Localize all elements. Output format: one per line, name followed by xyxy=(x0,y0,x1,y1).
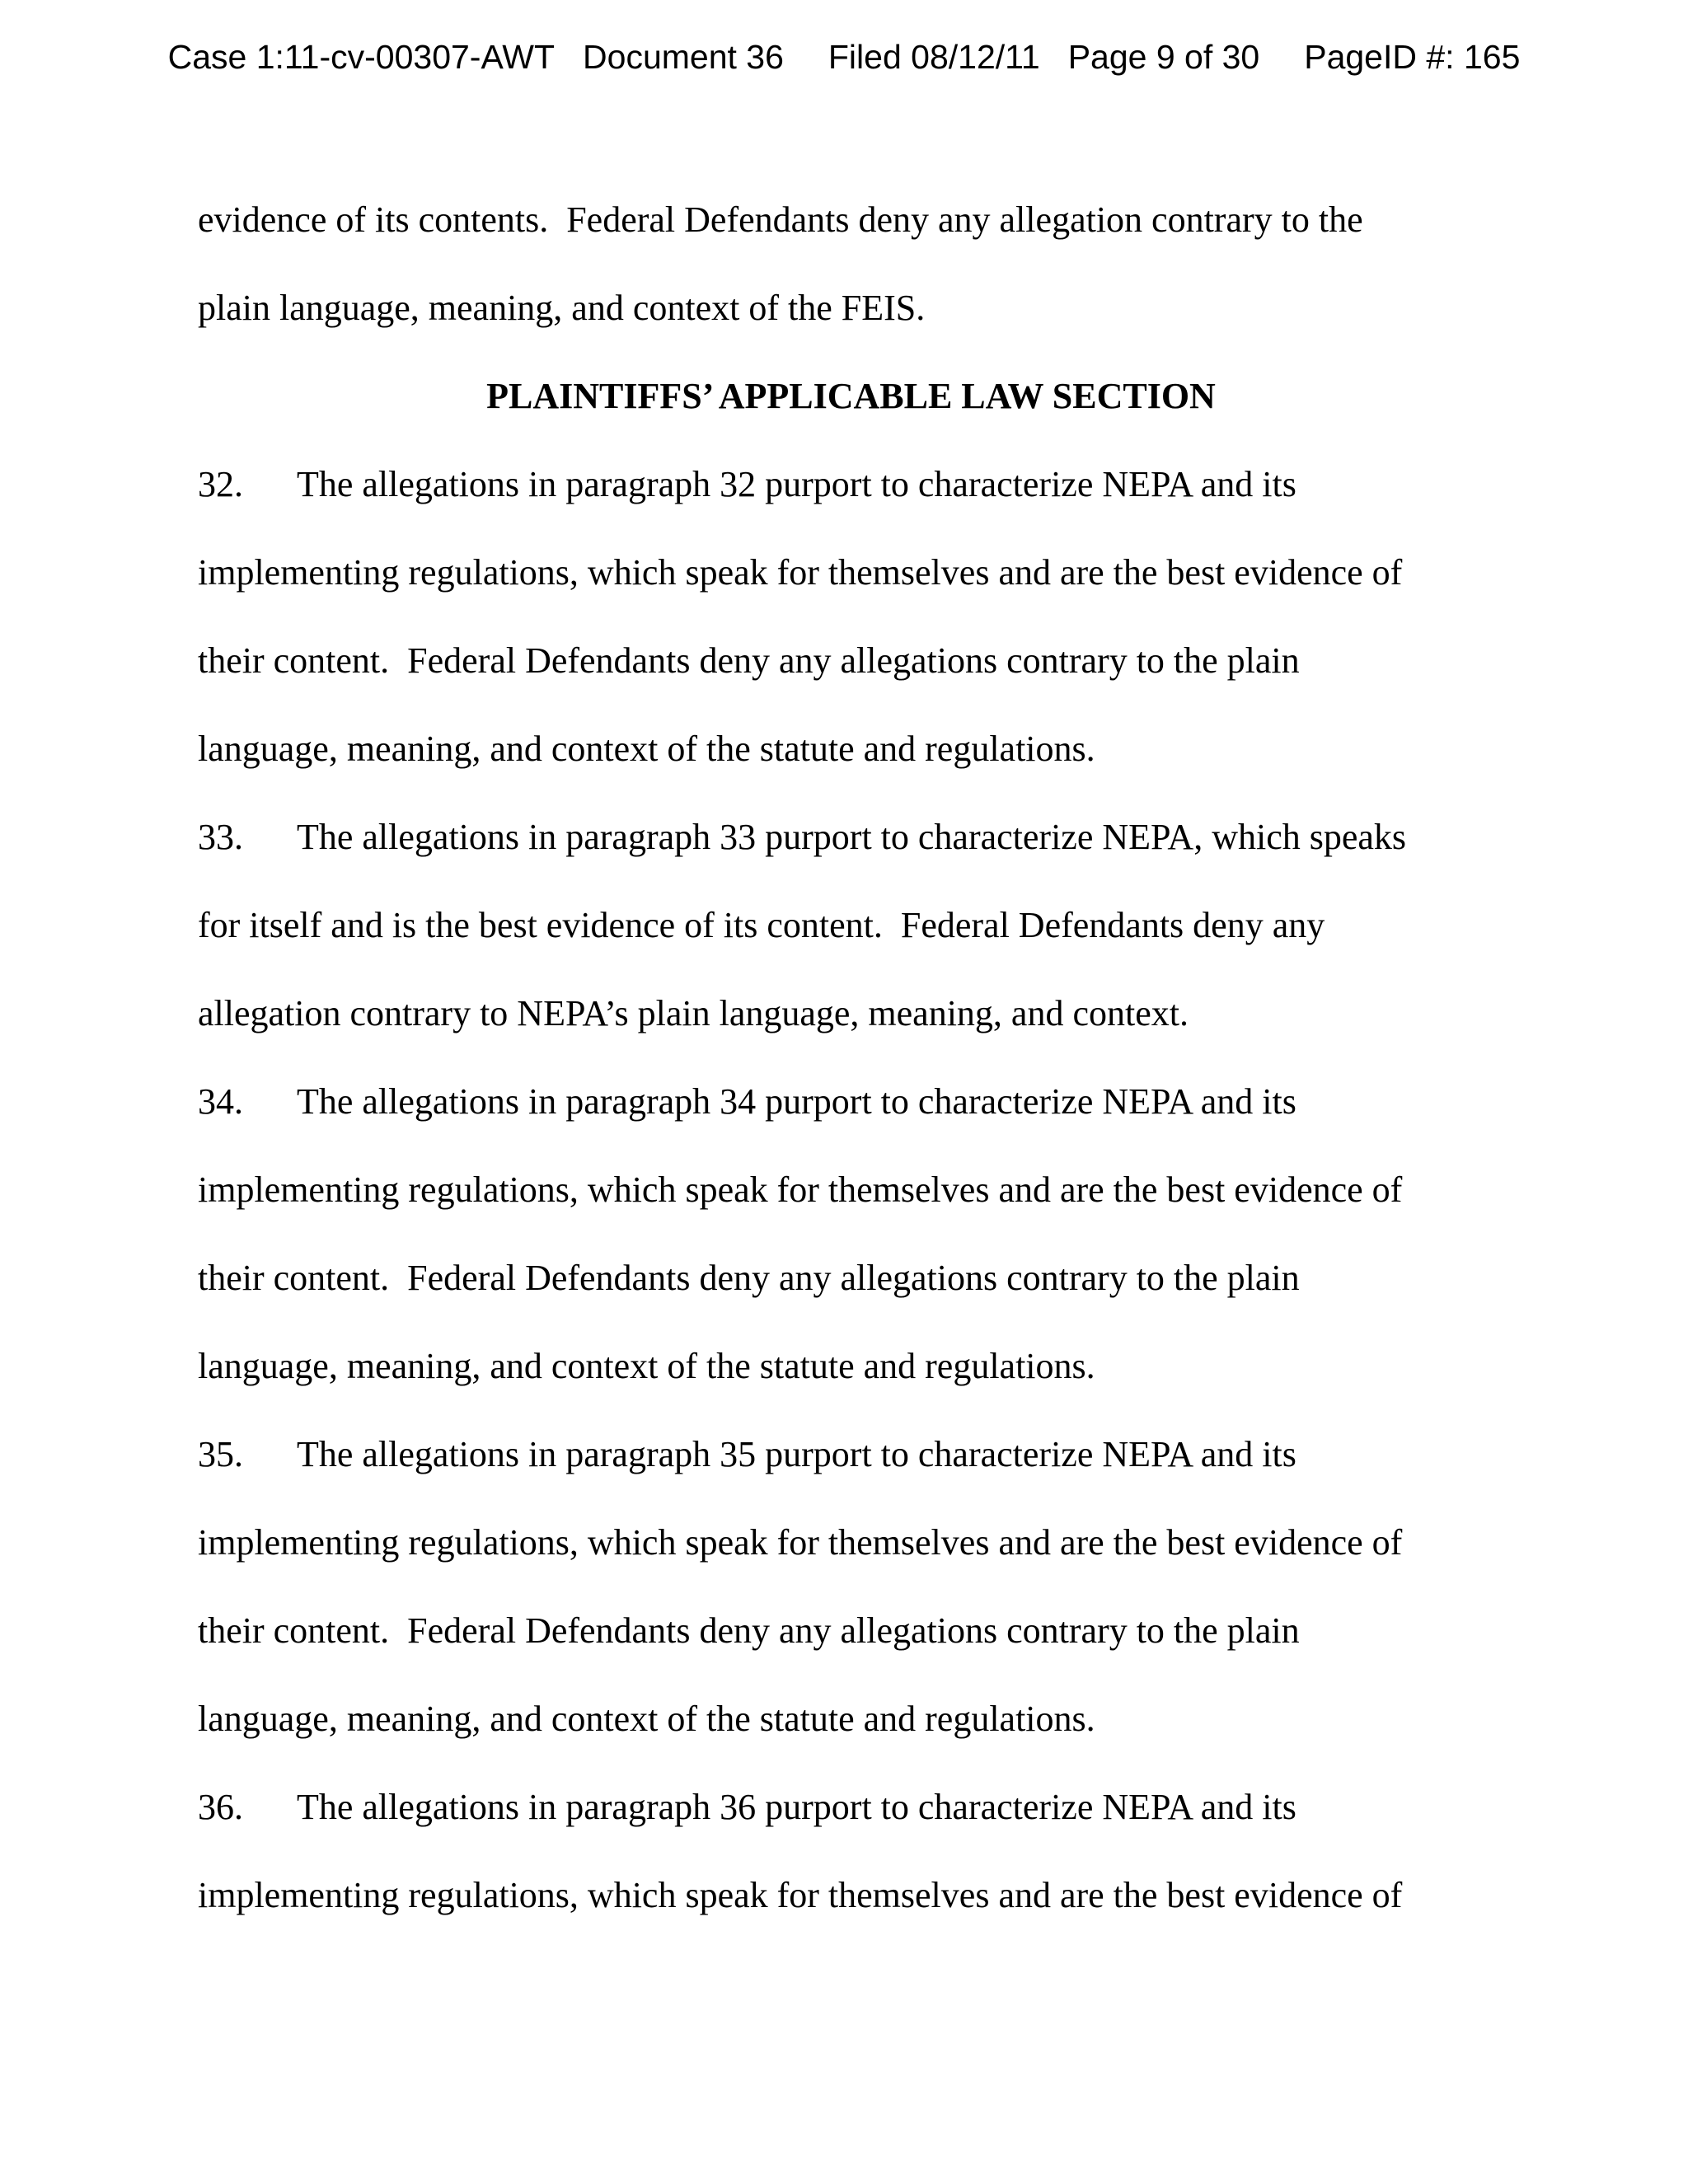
paragraph-text: The allegations in paragraph 32 purport to characterize NEPA and its xyxy=(297,464,1296,504)
continuation-line: evidence of its contents. Federal Defendants deny any allegation contrary to the xyxy=(198,199,1363,240)
continuation-line: plain language, meaning, and context of the FEIS. xyxy=(198,288,926,328)
paragraph-text: The allegations in paragraph 33 purport to characterize NEPA, which speaks xyxy=(297,817,1407,857)
paragraph-number: 34. xyxy=(198,1081,243,1122)
paragraph-text: implementing regulations, which speak for themselves and are the best evidence of xyxy=(198,1875,1403,1915)
paragraph-text: their content. Federal Defendants deny any allegations contrary to the plain xyxy=(198,1610,1300,1651)
paragraph-number: 33. xyxy=(198,817,243,857)
paragraph-text: language, meaning, and context of the statute and regulations. xyxy=(198,729,1095,769)
paragraph-text: language, meaning, and context of the statute and regulations. xyxy=(198,1346,1095,1386)
header-case-number: Case 1:11-cv-00307-AWT xyxy=(167,38,556,76)
paragraph-text: their content. Federal Defendants deny any allegations contrary to the plain xyxy=(198,640,1300,681)
paragraph-text: for itself and is the best evidence of its content. Federal Defendants deny any xyxy=(198,905,1325,945)
paragraph-34-line-1 xyxy=(198,1077,1296,1127)
paragraph-number: 35. xyxy=(198,1434,243,1474)
header-document-number: Document 36 xyxy=(583,38,784,76)
paragraph-35-line-1 xyxy=(198,1430,1296,1479)
paragraph-32-line-1 xyxy=(198,460,1296,509)
paragraph-text: implementing regulations, which speak for themselves and are the best evidence of xyxy=(198,552,1403,593)
section-heading: PLAINTIFFS’ APPLICABLE LAW SECTION xyxy=(486,376,1216,416)
paragraph-text: language, meaning, and context of the statute and regulations. xyxy=(198,1699,1095,1739)
paragraph-text: their content. Federal Defendants deny any allegations contrary to the plain xyxy=(198,1258,1300,1298)
paragraph-36-line-1 xyxy=(198,1783,1296,1832)
header-page-id: PageID #: 165 xyxy=(1304,38,1521,76)
paragraph-text: implementing regulations, which speak for themselves and are the best evidence of xyxy=(198,1169,1403,1210)
page-header xyxy=(0,36,1688,77)
paragraph-text: implementing regulations, which speak for themselves and are the best evidence of xyxy=(198,1522,1403,1563)
paragraph-number: 32. xyxy=(198,464,243,504)
header-page-number: Page 9 of 30 xyxy=(1067,38,1260,76)
paragraph-text: The allegations in paragraph 36 purport to characterize NEPA and its xyxy=(297,1787,1296,1827)
paragraph-text: allegation contrary to NEPA’s plain language, meaning, and context. xyxy=(198,993,1189,1033)
paragraph-text: The allegations in paragraph 35 purport to characterize NEPA and its xyxy=(297,1434,1296,1474)
paragraph-number: 36. xyxy=(198,1787,243,1827)
paragraph-33-line-1 xyxy=(198,813,1406,862)
paragraph-text: The allegations in paragraph 34 purport to characterize NEPA and its xyxy=(297,1081,1296,1122)
header-filed-date: Filed 08/12/11 xyxy=(828,38,1040,76)
